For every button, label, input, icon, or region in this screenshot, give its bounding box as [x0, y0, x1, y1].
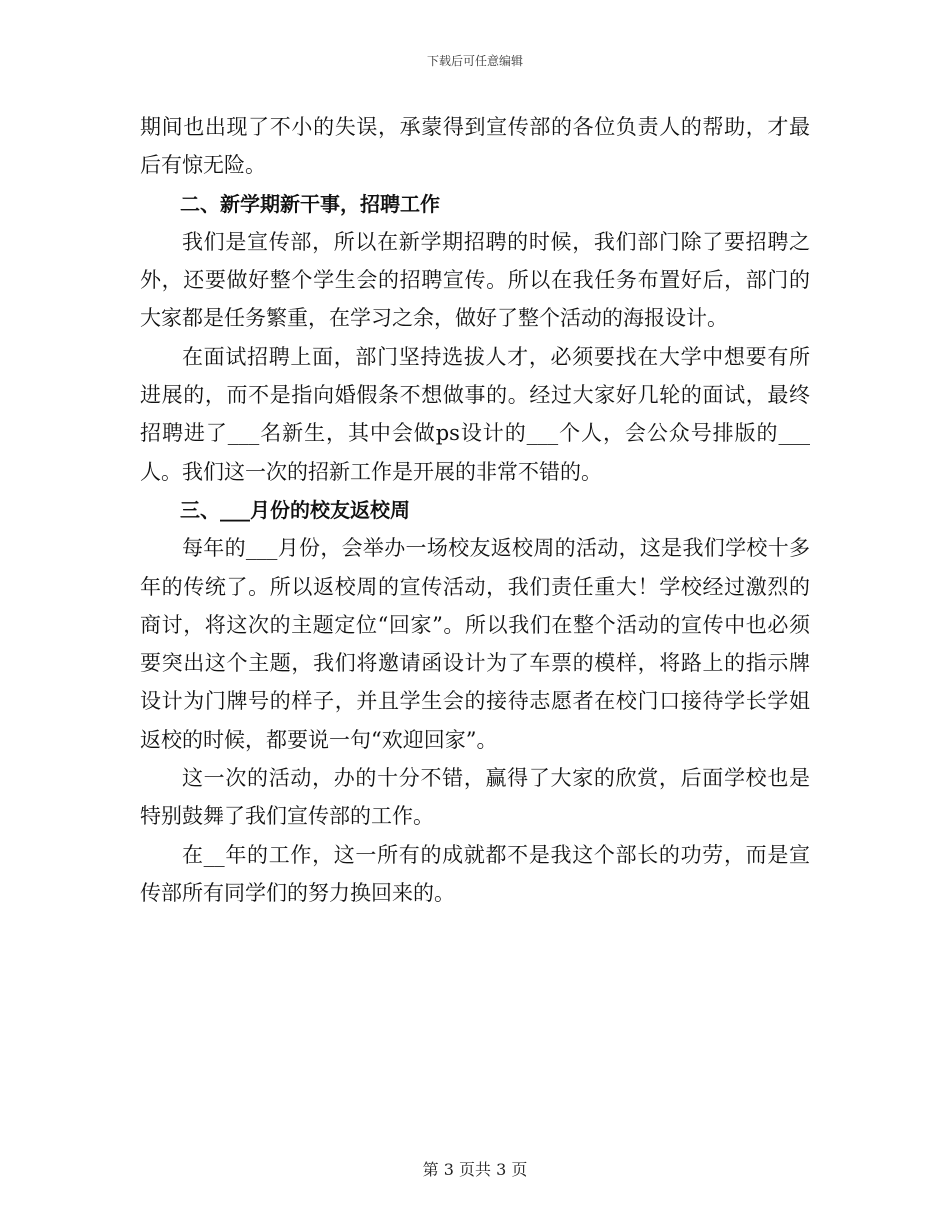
paragraph-activity-result: 这一次的活动，办的十分不错，赢得了大家的欣赏，后面学校也是特别鼓舞了我们宣传部的工作。 [140, 766, 810, 829]
paragraph-conclusion: 在__年的工作，这一所有的成就都不是我这个部长的功劳，而是宣传部所有同学们的努力换回来的。 [140, 842, 810, 905]
paragraph-recruitment-intro: 我们是宣传部，所以在新学期招聘的时候，我们部门除了要招聘之外，还要做好整个学生会的招聘宣传。所以在我任务布置好后，部门的大家都是任务繁重，在学习之余，做好了整个活动的海报设计。 [140, 229, 810, 331]
paragraph-interview: 在面试招聘上面，部门坚持选拔人才，必须要找在大学中想要有所进展的，而不是指向婚假条不想做事的。经过大家好几轮的面试，最终招聘进了___名新生，其中会做ps设计的___个人，会公众号排版的___人。我们这一次的招新工作是开展的非常不错的。 [140, 344, 810, 484]
paragraph-alumni-week: 每年的___月份，会举办一场校友返校周的活动，这是我们学校十多年的传统了。所以返校周的宣传活动，我们责任重大！学校经过激烈的商讨，将这次的主题定位“回家”。所以我们在整个活动的宣传中也必须要突出这个主题，我们将邀请函设计为了车票的模样，将路上的指示牌设计为门牌号的样子，并且学生会的接待志愿者在校门口接待学长学姐返校的时候，都要说一句“欢迎回家”。 [140, 536, 810, 752]
page-header: 下载后可任意编辑 [426, 54, 523, 68]
document-body [140, 108, 810, 912]
paragraph-continuation: 期间也出现了不小的失误，承蒙得到宣传部的各位负责人的帮助，才最后有惊无险。 [140, 115, 810, 178]
section-heading-recruitment: 二、新学期新干事，招聘工作 [180, 191, 440, 216]
page-number: 第 3 页共 3 页 [422, 1160, 528, 1179]
section-heading-alumni-week: 三、___月份的校友返校周 [180, 497, 410, 522]
